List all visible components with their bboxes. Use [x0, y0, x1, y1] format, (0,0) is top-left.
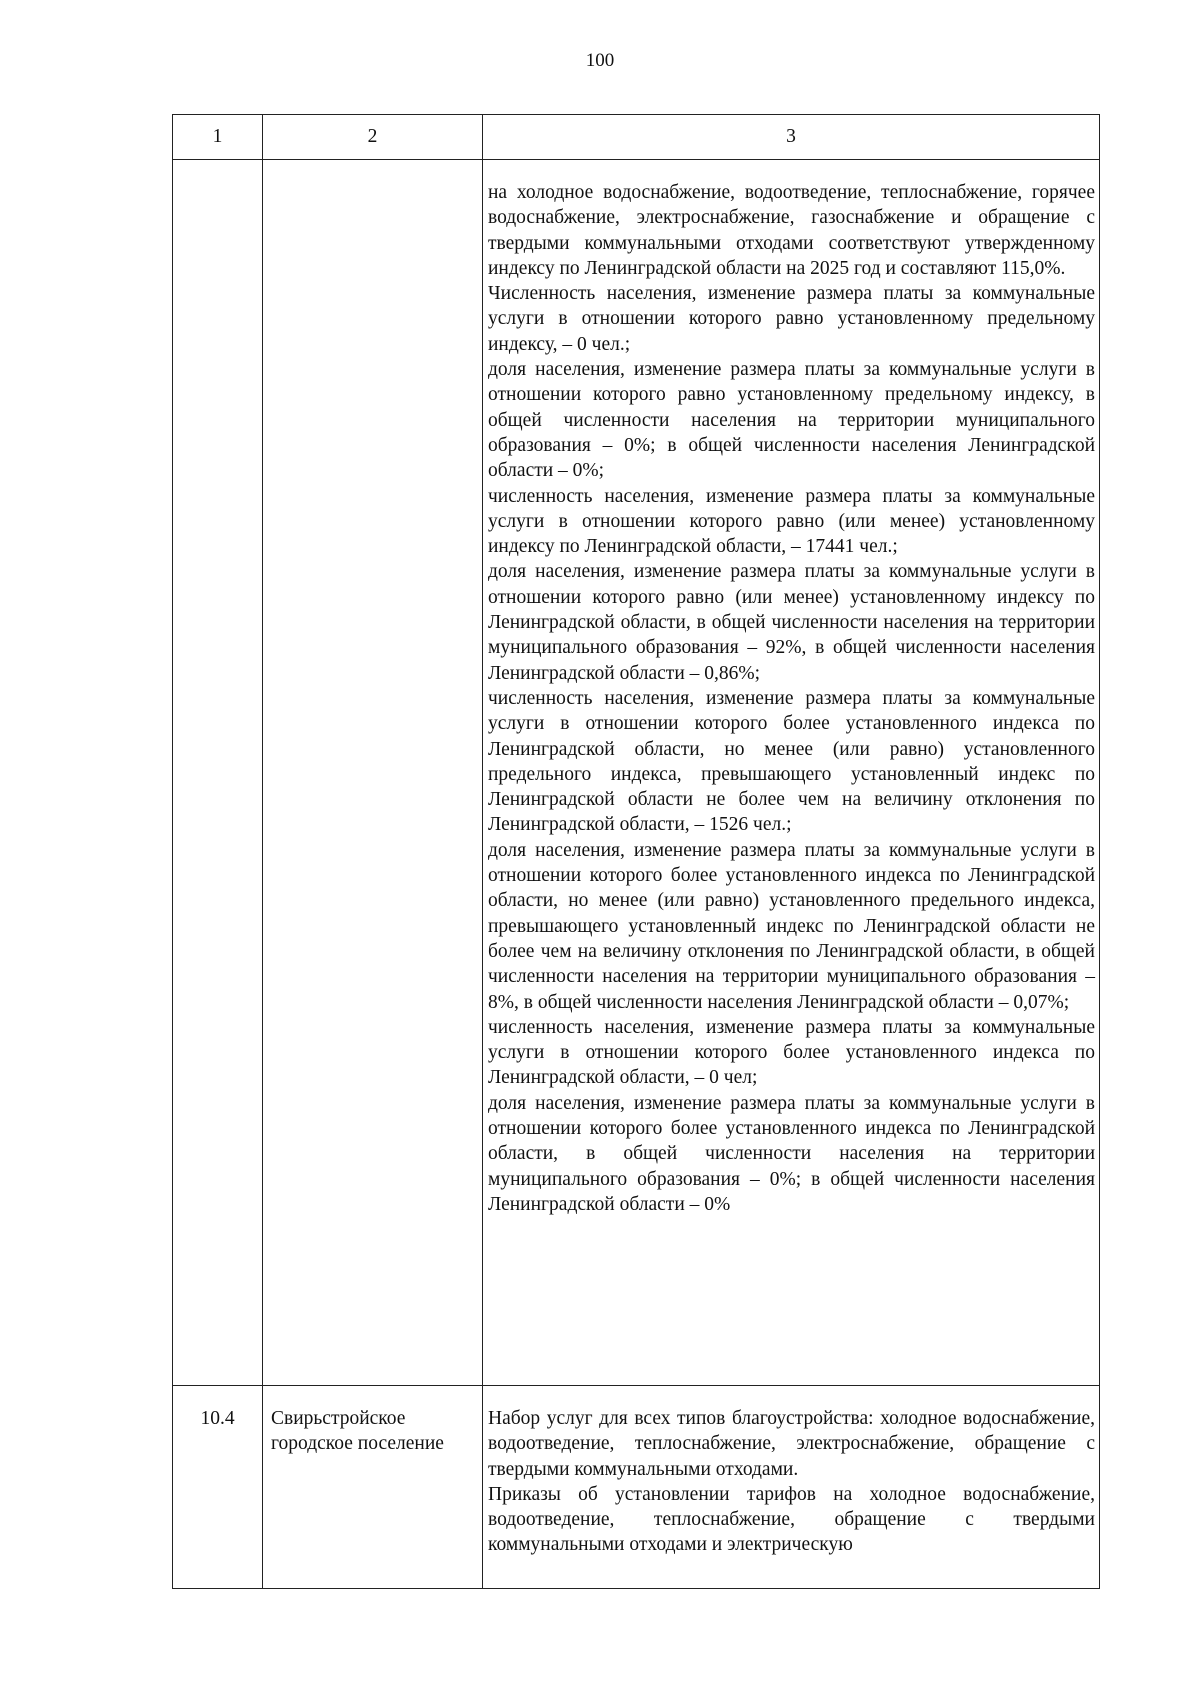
paragraph: доля населения, изменение размера платы за коммунальные услуги в отношении которого более установленного индекса по Ленинградской области, в общей численности населения на территории муниципального образования – 0%; в общей численности населения Ленинградской области – 0% [488, 1092, 1095, 1215]
paragraph: численность населения, изменение размера платы за коммунальные услуги в отношении которого равно (или менее) установленному индексу по Ленинградской области, – 17441 чел.; [488, 485, 1095, 558]
paragraph: численность населения, изменение размера платы за коммунальные услуги в отношении которого более установленного индекса по Ленинградской области, – 0 чел; [488, 1016, 1095, 1089]
column-header-3: 3 [483, 115, 1100, 160]
empty-cell-number [173, 160, 263, 1386]
continuation-text-cell [483, 160, 1100, 1386]
paragraph: доля населения, изменение размера платы за коммунальные услуги в отношении которого более установленного индекса по Ленинградской области, но менее (или равно) установленного предельного индекса, превышающего установленный индекс по Ленинградской области не более чем на величину отклонения по Ленинградской области, в общей численности населения на территории муниципального образования – 8%, в общей численности населения Ленинградской области – 0,07%; [488, 839, 1095, 1013]
paragraph: Приказы об установлении тарифов на холодное водоснабжение, водоотведение, теплоснабжение, обращение с твердыми коммунальными отходами и электрическую [488, 1483, 1095, 1556]
page-number: 100 [585, 50, 615, 71]
row-number-cell: 10.4 [173, 1386, 263, 1589]
column-header-1: 1 [173, 115, 263, 160]
paragraph: на холодное водоснабжение, водоотведение, теплоснабжение, горячее водоснабжение, электроснабжение, газоснабжение и обращение с твердыми коммунальными отходами соответствуют утвержденному индексу по Ленинградской области на 2025 год и составляют 115,0%. [488, 182, 1095, 279]
paragraph: численность населения, изменение размера платы за коммунальные услуги в отношении которого более установленного индекса по Ленинградской области, но менее (или равно) установленного предельного индекса, превышающего установленный индекс по Ленинградской области не более чем на величину отклонения по Ленинградской области, – 1526 чел.; [488, 687, 1095, 836]
table-row-10-4 [173, 1386, 1100, 1589]
table-header-row [173, 115, 1100, 160]
table-row-continuation [173, 160, 1100, 1386]
column-header-2: 2 [263, 115, 483, 160]
paragraph: Набор услуг для всех типов благоустройства: холодное водоснабжение, водоотведение, теплоснабжение, электроснабжение, обращение с твердыми коммунальными отходами. [488, 1408, 1095, 1480]
empty-cell-name [263, 160, 483, 1386]
paragraph: доля населения, изменение размера платы за коммунальные услуги в отношении которого равно (или менее) установленному индексу по Ленинградской области, в общей численности населения на территории муниципального образования – 92%, в общей численности населения Ленинградской области – 0,86%; [488, 561, 1095, 684]
data-table [172, 114, 1100, 1589]
municipality-name-cell: Свирьстройское городское поселение [263, 1386, 483, 1589]
paragraph: Численность населения, изменение размера платы за коммунальные услуги в отношении которого равно установленному предельному индексу, – 0 чел.; [488, 283, 1095, 355]
paragraph: доля населения, изменение размера платы за коммунальные услуги в отношении которого равно установленному предельному индексу, в общей численности населения на территории муниципального образования – 0%; в общей численности населения Ленинградской области – 0%; [488, 359, 1095, 482]
row-text-cell [483, 1386, 1100, 1589]
